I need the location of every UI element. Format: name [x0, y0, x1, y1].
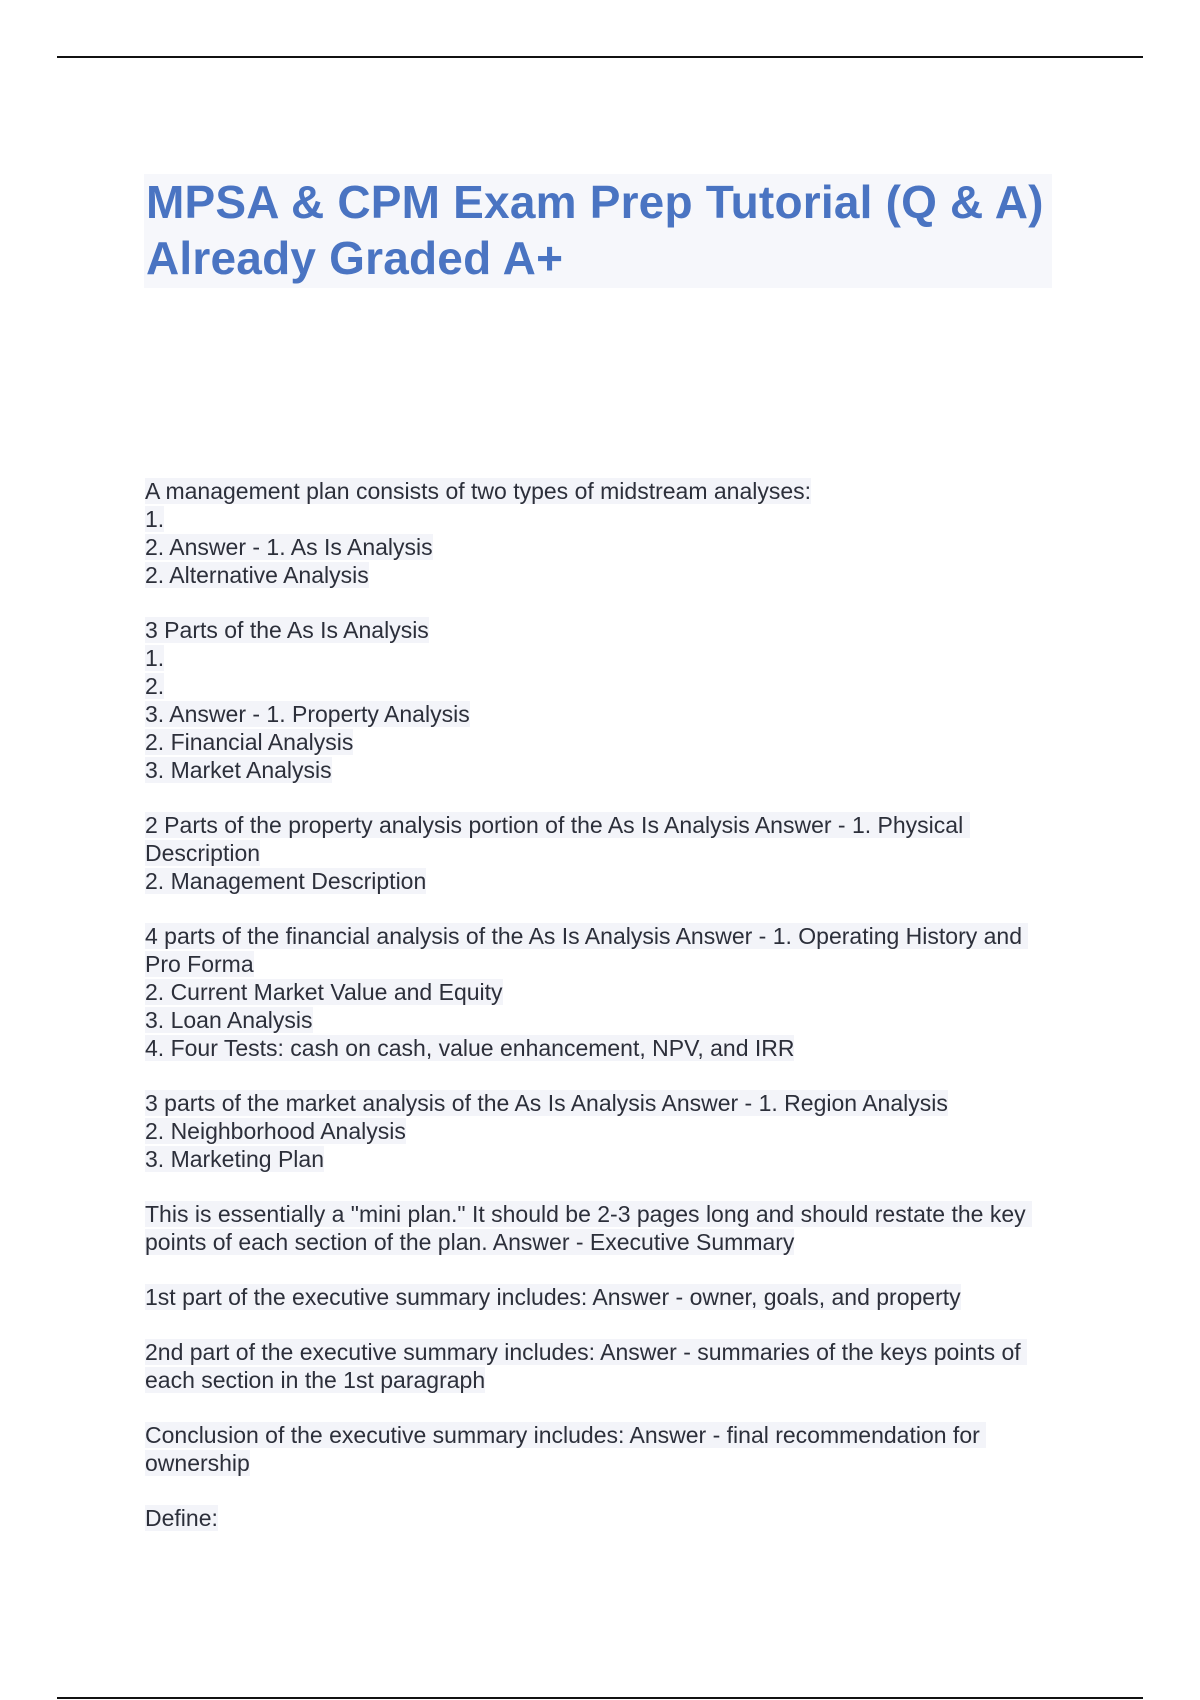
- footer-rule: [57, 1697, 1143, 1699]
- qa-entry: [145, 616, 1045, 784]
- qa-line: 3 parts of the market analysis of the As Is Analysis Answer - 1. Region Analysis: [145, 1090, 948, 1116]
- qa-entry: [145, 1283, 1045, 1311]
- qa-entry: [145, 922, 1045, 1062]
- qa-line: 3. Loan Analysis: [145, 1007, 313, 1033]
- qa-line: This is essentially a "mini plan." It should be 2-3 pages long and should restate the key points of each section of the plan. Answer - Executive Summary: [145, 1201, 1033, 1255]
- qa-entry: [145, 1089, 1045, 1173]
- qa-line: 1.: [145, 506, 165, 532]
- qa-line: 2.: [145, 673, 165, 699]
- qa-entry: [145, 1338, 1045, 1394]
- document-title: MPSA & CPM Exam Prep Tutorial (Q & A) Already Graded A+: [146, 176, 1044, 284]
- qa-entry: [145, 1421, 1045, 1477]
- qa-line: 3 Parts of the As Is Analysis: [145, 617, 429, 643]
- qa-line: Conclusion of the executive summary includes: Answer - final recommendation for ownership: [145, 1422, 987, 1476]
- qa-entry: [145, 1504, 1045, 1532]
- qa-line: 2. Financial Analysis: [145, 729, 354, 755]
- qa-line: 2. Neighborhood Analysis: [145, 1118, 406, 1144]
- qa-content: [145, 477, 1045, 1559]
- qa-line: 2 Parts of the property analysis portion of the As Is Analysis Answer - 1. Physical Description: [145, 812, 970, 866]
- title-block: [144, 174, 1052, 288]
- qa-entry: [145, 811, 1045, 895]
- qa-entry: [145, 477, 1045, 589]
- header-rule: [57, 56, 1143, 58]
- qa-line: 3. Market Analysis: [145, 757, 332, 783]
- qa-line: 3. Answer - 1. Property Analysis: [145, 701, 470, 727]
- qa-line: 4 parts of the financial analysis of the As Is Analysis Answer - 1. Operating History and Pro Forma: [145, 923, 1029, 977]
- qa-line: 2. Alternative Analysis: [145, 562, 369, 588]
- qa-line: A management plan consists of two types of midstream analyses:: [145, 478, 812, 504]
- qa-line: 1.: [145, 645, 165, 671]
- qa-line: 2. Management Description: [145, 868, 427, 894]
- qa-entry: [145, 1200, 1045, 1256]
- qa-line: 4. Four Tests: cash on cash, value enhancement, NPV, and IRR: [145, 1035, 795, 1061]
- qa-line: 2. Answer - 1. As Is Analysis: [145, 534, 433, 560]
- qa-line: 2nd part of the executive summary includes: Answer - summaries of the keys points of each section in the 1st paragraph: [145, 1339, 1028, 1393]
- qa-line: 1st part of the executive summary includes: Answer - owner, goals, and property: [145, 1284, 961, 1310]
- qa-line: Define:: [145, 1505, 218, 1531]
- qa-line: 3. Marketing Plan: [145, 1146, 324, 1172]
- qa-line: 2. Current Market Value and Equity: [145, 979, 503, 1005]
